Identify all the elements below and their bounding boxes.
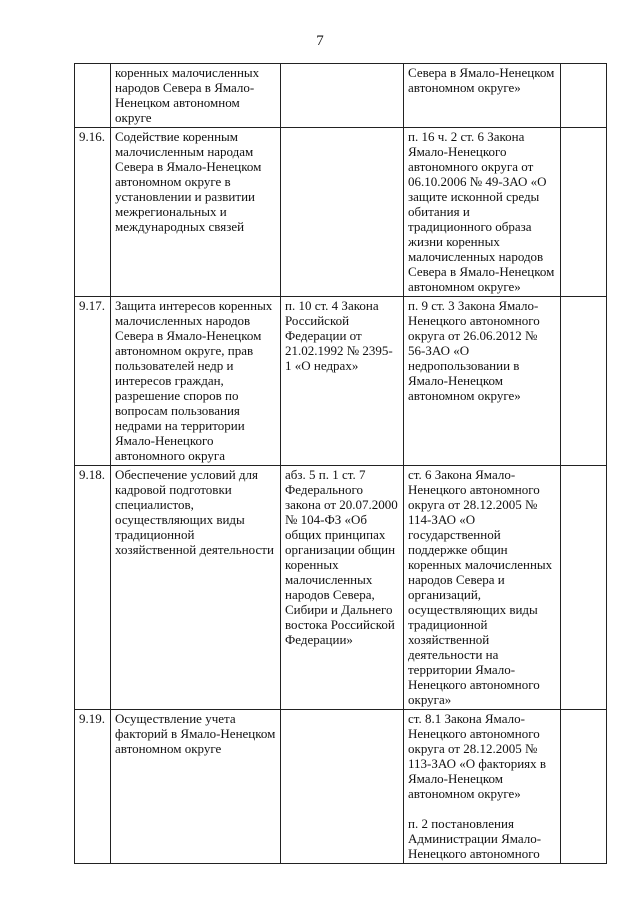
table-row — [75, 466, 607, 710]
table-row — [75, 297, 607, 466]
extra-cell — [561, 466, 607, 710]
table-row — [75, 128, 607, 297]
regional-law-reference: Севера в Ямало-Ненецком автономном округе» — [404, 64, 561, 128]
federal-law-reference — [281, 710, 404, 864]
federal-law-reference — [281, 128, 404, 297]
row-number: 9.18. — [75, 466, 111, 710]
extra-cell — [561, 710, 607, 864]
regional-law-reference: ст. 6 Закона Ямало-Ненецкого автономного округа от 28.12.2005 № 114-ЗАО «О государственной поддержке общин коренных малочисленных народов Севера и организаций, осуществляющих виды традиционной хозяйственной деятельности на территории Ямало-Ненецкого автономного округа» — [404, 466, 561, 710]
document-table — [74, 63, 607, 864]
federal-law-reference — [281, 64, 404, 128]
row-number: 9.17. — [75, 297, 111, 466]
table-row — [75, 64, 607, 128]
extra-cell — [561, 128, 607, 297]
row-number: 9.16. — [75, 128, 111, 297]
federal-law-reference: п. 10 ст. 4 Закона Российской Федерации от 21.02.1992 № 2395-1 «О недрах» — [281, 297, 404, 466]
row-number — [75, 64, 111, 128]
row-number: 9.19. — [75, 710, 111, 864]
regional-law-reference: ст. 8.1 Закона Ямало-Ненецкого автономного округа от 28.12.2005 № 113-ЗАО «О факториях в Ямало-Ненецком автономном округе» п. 2 постановления Администрации Ямало-Ненецкого автономного — [404, 710, 561, 864]
federal-law-reference: абз. 5 п. 1 ст. 7 Федерального закона от 20.07.2000 № 104-ФЗ «Об общих принципах организации общин коренных малочисленных народов Севера, Сибири и Дальнего востока Российской Федерации» — [281, 466, 404, 710]
extra-cell — [561, 64, 607, 128]
page-number: 7 — [316, 33, 324, 49]
authority-description: Обеспечение условий для кадровой подготовки специалистов, осуществляющих виды традиционной хозяйственной деятельности — [111, 466, 281, 710]
table-row — [75, 710, 607, 864]
regional-law-reference: п. 9 ст. 3 Закона Ямало-Ненецкого автономного округа от 26.06.2012 № 56-ЗАО «О недропользовании в Ямало-Ненецком автономном округе» — [404, 297, 561, 466]
authority-description: Содействие коренным малочисленным народам Севера в Ямало-Ненецком автономном округе в установлении и развитии межрегиональных и международных связей — [111, 128, 281, 297]
regional-law-reference: п. 16 ч. 2 ст. 6 Закона Ямало-Ненецкого автономного округа от 06.10.2006 № 49-ЗАО «О защите исконной среды обитания и традиционного образа жизни коренных малочисленных народов Севера в Ямало-Ненецком автономном округе» — [404, 128, 561, 297]
extra-cell — [561, 297, 607, 466]
authority-description: Осуществление учета факторий в Ямало-Ненецком автономном округе — [111, 710, 281, 864]
authority-description: Защита интересов коренных малочисленных народов Севера в Ямало-Ненецком автономном округе, прав пользователей недр и интересов граждан, разрешение споров по вопросам пользования недрами на территории Ямало-Ненецкого автономного округа — [111, 297, 281, 466]
authority-description: коренных малочисленных народов Севера в Ямало-Ненецком автономном округе — [111, 64, 281, 128]
